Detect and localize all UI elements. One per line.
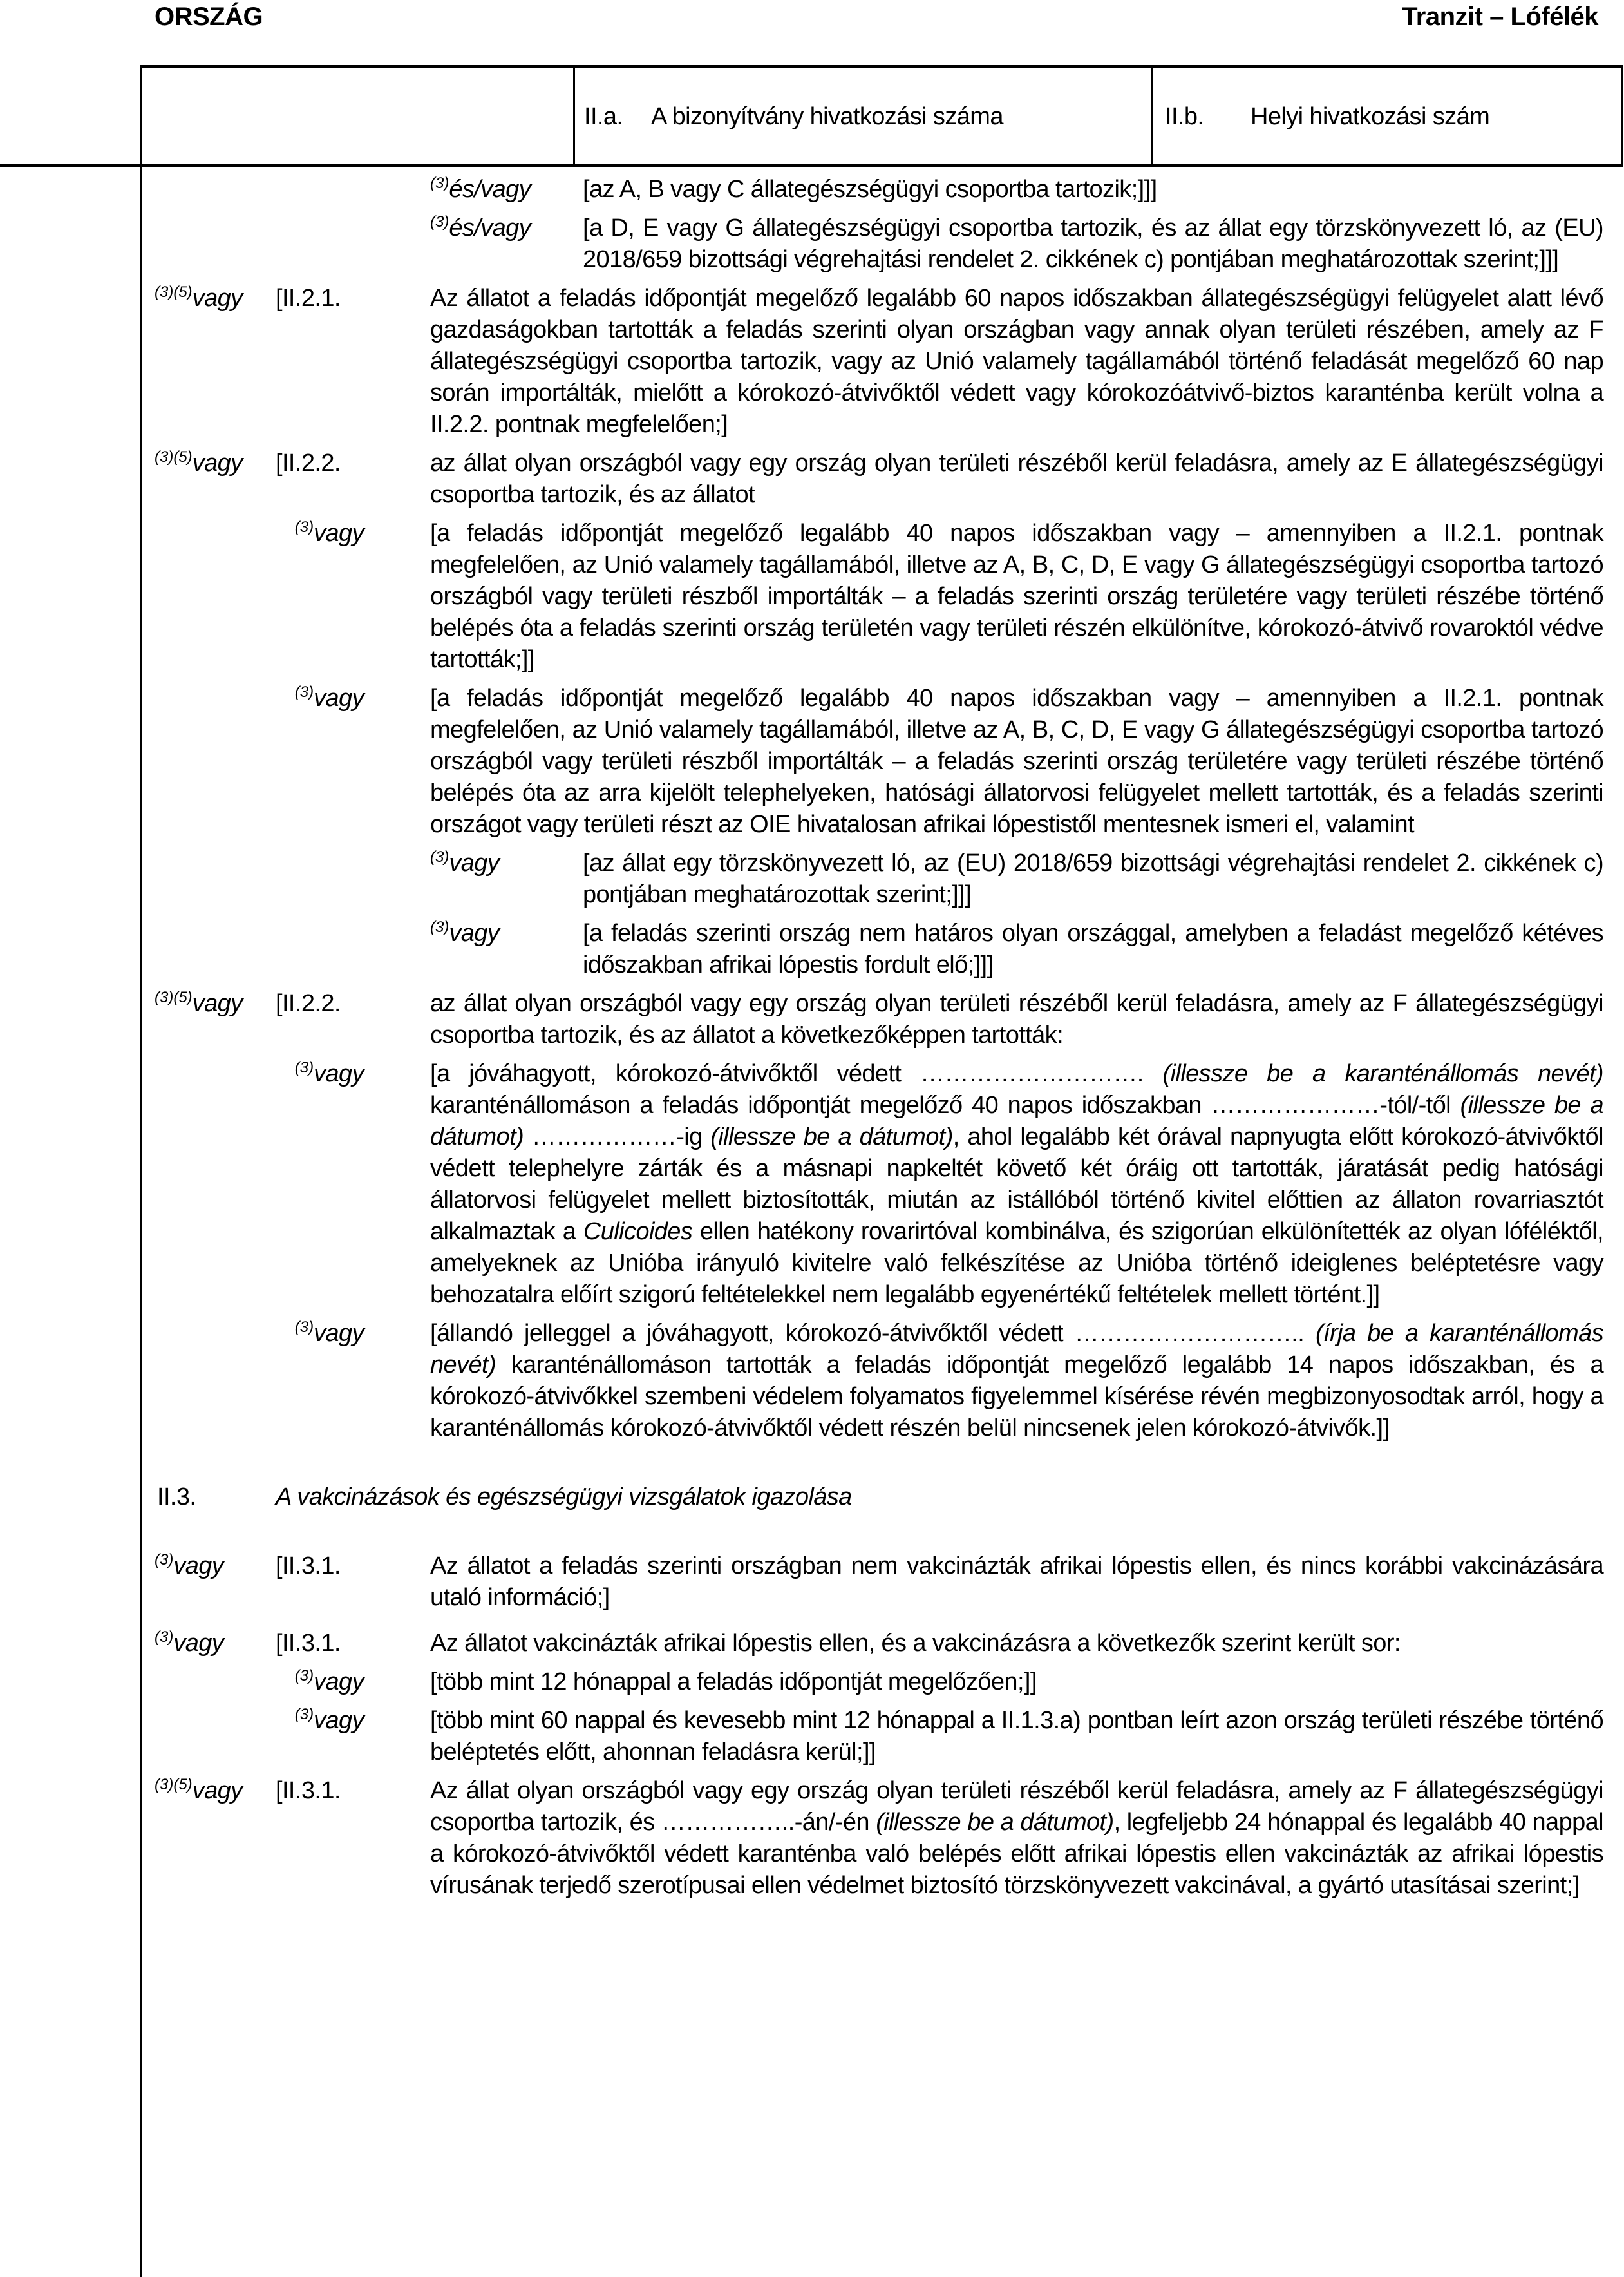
reference-number-table [140, 65, 1623, 165]
document-type-title: Tranzit – Lófélék [1402, 3, 1598, 31]
clause-qualifier: $^{(3)}$vagy [294, 683, 364, 712]
clause-text: [több mint 12 hónappal a feladás időpontját megelőzően;]] [430, 1668, 1037, 1695]
clause-text: Az állat olyan országból vagy egy ország olyan területi részéből kerül feladásra, amely az F állategészségügyi csoportba tartozik, és ……………..-án/-én (illessze be a dátumot), legfeljebb 24 hónappal és legalább 40 nappal a kórokozó-átvivőktől védett karanténba való belépés előtt afrikai lópestis ellen vakcinázták az afrikai lópestis vírusának terjedő szerotípusai ellen védelmet biztosító törzskönyvezett vakcinával, a gyártó utasításai szerint;] [430, 1777, 1604, 1899]
clause-item [142, 1550, 1623, 1614]
clause-qualifier: $^{(3)(5)}$vagy [155, 448, 243, 477]
clause-qualifier: $^{(3)}$vagy [294, 1319, 364, 1347]
local-reference-cell [1151, 68, 1621, 165]
clause-qualifier: $^{(3)}$vagy [294, 1706, 364, 1734]
clause-item [142, 1058, 1623, 1311]
section-number: II.3. [157, 1483, 196, 1510]
clause-item [142, 518, 1623, 676]
clause-qualifier: $^{(3)}$vagy [155, 1628, 224, 1657]
header-divider [0, 164, 1623, 167]
clause-text: [a jóváhagyott, kórokozó-átvivőktől védett ………………………. (illessze be a karanténállomás nevét) karanténállomáson a feladás időpontját megelőző 40 napos időszakban …………………-tól/-től (illessze be a dátumot) ………………-ig (illessze be a dátumot), ahol legalább két órával napnyugta előtt kórokozó-átvivőktől védett telephelyre zárták és a másnapi napkeltét követő két óráig ott tartották, járatását pedig hatósági állatorvosi felügyelet mellett biztosították, miután az istállóból történő kivitel előttien az állaton rovarriasztót alkalmaztak a Culicoides ellen hatékony rovarirtóval kombinálva, és szigorúan elkülönítették az olyan lóféléktől, amelyeknek az Unióba irányuló kivitelre való felkészítése az Unióba történő ideiglenes beléptetésre vagy behozatalra előírt szigorú feltételekkel nem legalább egyenértékű feltételek mellett történt.]] [430, 1060, 1604, 1308]
clause-qualifier: $^{(3)}$vagy [294, 1667, 364, 1695]
clause-code: [II.3.1. [276, 1777, 341, 1804]
clause-item [142, 448, 1623, 511]
empty-cell [142, 68, 573, 165]
clause-text: [a feladás szerinti ország nem határos olyan országgal, amelyben a feladást megelőző kétéves időszakban afrikai lópestis fordult elő;]]] [583, 920, 1603, 978]
clause-text: Az állatot a feladás időpontját megelőző legalább 60 napos időszakban állategészségügyi felügyelet alatt lévő gazdaságokban tartották a feladás szerinti olyan országban vagy annak olyan területi részében, amely az F állategészségügyi csoportba tartozik, vagy az Unió valamely tagállamából történő feladását megelőző 60 nap során importálták, mielőtt a kórokozó-átvivőktől védett vagy kórokozóátvivő-biztos karanténba került volna a II.2.2. pontnak megfelelően;] [430, 285, 1603, 438]
section-title: A vakcinázások és egészségügyi vizsgálatok igazolása [276, 1483, 852, 1510]
clause-text: Az állatot vakcinázták afrikai lópestis ellen, és a vakcinázásra a következők szerint került sor: [430, 1630, 1401, 1657]
clause-qualifier: $^{(3)(5)}$vagy [155, 989, 243, 1017]
section-heading [142, 1481, 1623, 1513]
clause-qualifier: $^{(3)(5)}$vagy [155, 1776, 243, 1804]
clause-code: [II.3.1. [276, 1552, 341, 1579]
clause-item [142, 1318, 1623, 1444]
clause-item [142, 174, 1623, 205]
clause-qualifier: $^{(3)}$és/vagy [430, 175, 531, 203]
clause-item [142, 1628, 1623, 1659]
clause-text: [az állat egy törzskönyvezett ló, az (EU) 2018/659 bizottsági végrehajtási rendelet 2. cikkének c) pontjában meghatározottak szerint;]]] [583, 850, 1603, 908]
clause-item [142, 1775, 1623, 1901]
clause-item [142, 283, 1623, 441]
certificate-reference-code: II.a. [584, 103, 623, 130]
clause-qualifier: $^{(3)}$vagy [430, 848, 500, 877]
clause-qualifier: $^{(3)}$vagy [155, 1551, 224, 1579]
clause-item [142, 683, 1623, 841]
clause-text: [a D, E vagy G állategészségügyi csoportba tartozik, és az állat egy törzskönyvezett ló, az (EU) 2018/659 bizottsági végrehajtási rendelet 2. cikkének c) pontjában meghatározottak szerint;]]] [583, 214, 1603, 273]
clause-code: [II.2.2. [276, 990, 341, 1017]
clause-code: [II.2.2. [276, 450, 341, 477]
clause-code: [II.2.1. [276, 285, 341, 312]
clause-text: [állandó jelleggel a jóváhagyott, kórokozó-átvivőktől védett ……………………….. (írja be a karanténállomás nevét) karanténállomáson tartották a feladás időpontját megelőző legalább 14 napos időszakban, és a kórokozó-átvivőkkel szembeni védelem folyamatos figyelemmel kísérése révén megbizonyosodtak arról, hogy a karanténállomás kórokozó-átvivőktől védett részén belül nincsenek jelen kórokozó-átvivők.]] [430, 1320, 1603, 1442]
certificate-reference-label: A bizonyítvány hivatkozási száma [651, 103, 1003, 130]
clause-text: az állat olyan országból vagy egy ország olyan területi részéből kerül feladásra, amely az E állategészségügyi csoportba tartozik, és az állatot [430, 450, 1603, 508]
clause-qualifier: $^{(3)}$vagy [294, 519, 364, 547]
page-header [0, 0, 1624, 39]
certificate-reference-cell [573, 68, 1151, 165]
clause-text: [több mint 60 nappal és kevesebb mint 12 hónappal a II.1.3.a) pontban leírt azon ország területi részébe történő beléptetés előtt, ahonnan feladásra kerül;]] [430, 1707, 1603, 1766]
clause-item [142, 848, 1623, 911]
clause-text: [a feladás időpontját megelőző legalább 40 napos időszakban vagy – amennyiben a II.2.1. pontnak megfelelően, az Unió valamely tagállamából, illetve az A, B, C, D, E vagy G állategészségügyi csoportba tartozó országból vagy területi részből importálták – a feladás szerinti ország területére vagy területi részébe történő belépés óta a feladás szerinti ország területén vagy területi részén elkülönítve, kórokozó-átvivő rovaroktól védve tartották;]] [430, 520, 1603, 673]
clause-item [142, 918, 1623, 981]
clause-text: Az állatot a feladás szerinti országban nem vakcinázták afrikai lópestis ellen, és nincs korábbi vakcinázására utaló információ;] [430, 1552, 1603, 1611]
clause-qualifier: $^{(3)}$vagy [294, 1059, 364, 1087]
clause-qualifier: $^{(3)}$vagy [430, 919, 500, 947]
clause-item [142, 1666, 1623, 1698]
clause-code: [II.3.1. [276, 1630, 341, 1657]
local-reference-label: Helyi hivatkozási szám [1251, 103, 1490, 130]
clause-item [142, 988, 1623, 1051]
local-reference-code: II.b. [1165, 103, 1204, 130]
clause-text: [a feladás időpontját megelőző legalább 40 napos időszakban vagy – amennyiben a II.2.1. pontnak megfelelően, az Unió valamely tagállamából, illetve az A, B, C, D, E vagy G állategészségügyi csoportba tartozó országból vagy területi részből importálták – a feladás szerinti ország területére vagy területi részébe történő belépés óta az arra kijelölt telephelyeken, hatósági állatorvosi felügyelet mellett tartották, és a feladás szerinti országot vagy területi részt az OIE hivatalosan afrikai lópestistől mentesnek ismeri el, valamint [430, 685, 1603, 838]
certificate-body [142, 174, 1623, 1901]
clause-text: [az A, B vagy C állategészségügyi csoportba tartozik;]]] [583, 176, 1157, 203]
clause-item [142, 1705, 1623, 1768]
country-label: ORSZÁG [155, 3, 263, 31]
clause-qualifier: $^{(3)}$és/vagy [430, 213, 531, 242]
clause-text: az állat olyan országból vagy egy ország olyan területi részéből kerül feladásra, amely az F állategészségügyi csoportba tartozik, és az állatot a következőképpen tartották: [430, 990, 1603, 1049]
clause-item [142, 213, 1623, 276]
clause-qualifier: $^{(3)(5)}$vagy [155, 283, 243, 312]
